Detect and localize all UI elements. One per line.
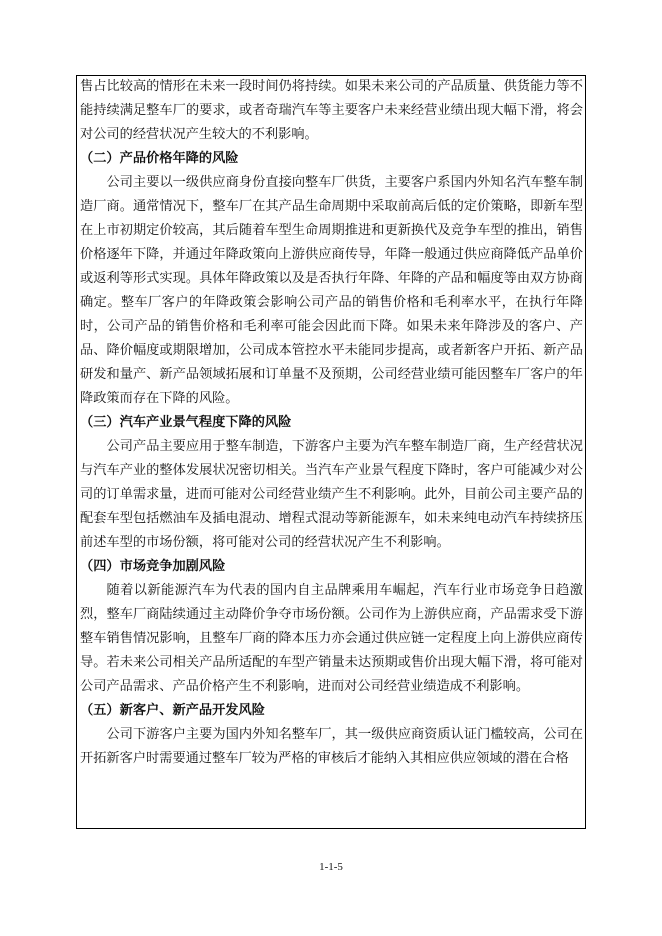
section-heading-competition-risk: （四）市场竞争加剧风险 — [80, 559, 226, 574]
page-number: 1-1-5 — [319, 861, 343, 873]
document-body — [80, 75, 583, 771]
section-heading-new-customer-product-risk: （五）新客户、新产品开发风险 — [80, 703, 265, 718]
paragraph-industry-downturn: 公司产品主要应用于整车制造，下游客户主要为汽车整车制造厂商，生产经营状况与汽车产业的整体发展状况密切相关。当汽车产业景气程度下降时，客户可能减少对公司的订单需求量，进而可能对公司经营业绩产生不利影响。此外，目前公司主要产品的配套车型包括燃油车及插电混动、增程式混动等新能源车，如未来纯电动汽车持续挤压前述车型的市场份额，将可能对公司的经营状况产生不利影响。 — [80, 439, 583, 550]
paragraph-continued: 售占比较高的情形在未来一段时间仍将持续。如果未来公司的产品质量、供货能力等不能持续满足整车厂的要求，或者奇瑞汽车等主要客户未来经营业绩出现大幅下滑，将会对公司的经营状况产生较大的不利影响。 — [80, 79, 583, 142]
paragraph-new-customer-product: 公司下游客户主要为国内外知名整车厂，其一级供应商资质认证门槛较高，公司在开拓新客户时需要通过整车厂较为严格的审核后才能纳入其相应供应领域的潜在合格 — [80, 727, 583, 766]
paragraph-competition: 随着以新能源汽车为代表的国内自主品牌乘用车崛起，汽车行业市场竞争日趋激烈，整车厂商陆续通过主动降价争夺市场份额。公司作为上游供应商，产品需求受下游整车销售情况影响，且整车厂商的降本压力亦会通过供应链一定程度上向上游供应商传导。若未来公司相关产品所适配的车型产销量未达预期或售价出现大幅下滑，将可能对公司产品需求、产品价格产生不利影响，进而对公司经营业绩造成不利影响。 — [80, 583, 583, 694]
section-heading-price-decline-risk: （二）产品价格年降的风险 — [80, 151, 239, 166]
paragraph-price-decline: 公司主要以一级供应商身份直接向整车厂供货，主要客户系国内外知名汽车整车制造厂商。通常情况下，整车厂在其产品生命周期中采取前高后低的定价策略，即新车型在上市初期定价较高，其后随着车型生命周期推进和更新换代及竞争车型的推出，销售价格逐年下降，并通过年降政策向上游供应商传导，年降一般通过供应商降低产品单价或返利等形式实现。具体年降政策以及是否执行年降、年降的产品和幅度等由双方协商确定。整车厂客户的年降政策会影响公司产品的销售价格和毛利率水平，在执行年降时，公司产品的销售价格和毛利率可能会因此而下降。如果未来年降涉及的客户、产品、降价幅度或期限增加，公司成本管控水平未能同步提高，或者新客户开拓、新产品研发和量产、新产品领域拓展和订单量不及预期，公司经营业绩可能因整车厂客户的年降政策而存在下降的风险。 — [80, 175, 583, 406]
section-heading-industry-downturn-risk: （三）汽车产业景气程度下降的风险 — [80, 415, 292, 430]
